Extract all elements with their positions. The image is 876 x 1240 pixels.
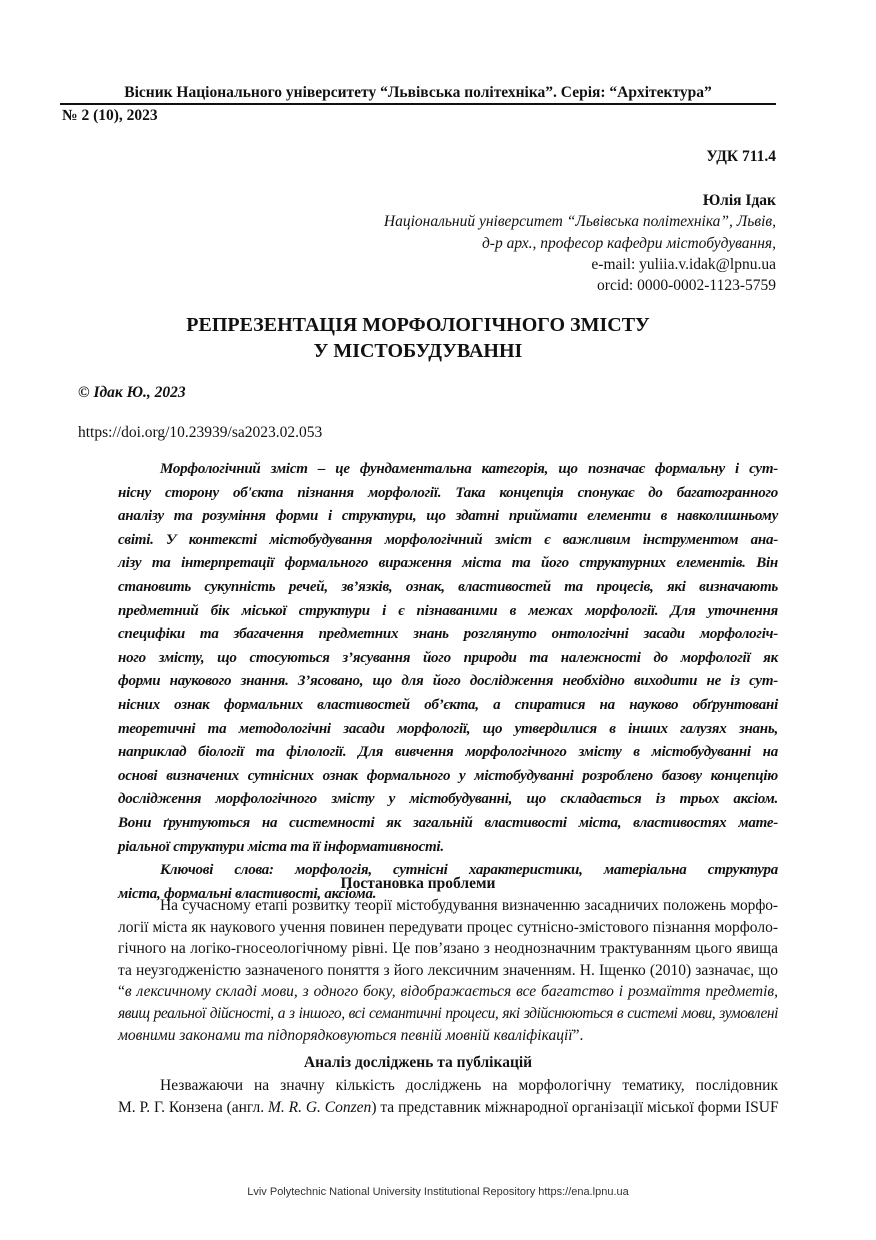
quote-line: [118, 1003, 778, 1025]
paragraph-line: наприклад біології та філології. Для вивчення морфологічного змісту в містобудуванні на: [118, 744, 778, 761]
keywords-line: Ключові слова: морфологія, сутнісні характеристики, матеріальна структура: [160, 862, 778, 879]
text-italic: M. R. G. Conzen: [267, 1098, 372, 1116]
text: ) та представник міжнародної організації міської форми ISUF: [371, 1098, 779, 1116]
paragraph-line: логії міста як наукового учення повинен передувати процес сутнісно-змістового пізнання морфоло-: [118, 918, 778, 936]
paragraph-line: [118, 1097, 778, 1119]
author-name: Юлія Ідак: [702, 192, 776, 209]
paragraph-line: гічного на логіко-гносеологічному рівні. Це пов’язано з неоднозначним трактуванням цього явища: [118, 940, 778, 958]
title-line: У МІСТОБУДУВАННІ: [313, 340, 523, 362]
quote-text: мовними законами та підпорядковуються певній мовній кваліфікації: [118, 1026, 573, 1044]
paragraph-line: Незважаючи на значну кількість досліджень на морфологічну тематику, послідовник: [160, 1077, 778, 1094]
author-affiliation: Національний університет “Львівська політехніка”, Львів,: [383, 213, 776, 231]
paragraph-line: На сучасному етапі розвитку теорії містобудування визначенню засадничих положень морфо-: [160, 897, 778, 914]
issue-number: № 2 (10), 2023: [62, 107, 158, 124]
section-heading-analysis: Аналіз досліджень та публікацій: [303, 1054, 533, 1071]
paragraph-line: лізу та інтерпретації формального вираження міста та його структурних елементів. Він: [118, 555, 778, 572]
author-block: [384, 190, 776, 296]
paragraph-line: теоретичні та методологічні засади морфології, що утвердилися в інших галузях знань,: [118, 720, 778, 737]
repository-footer: Lviv Polytechnic National University Institutional Repository https://ena.lpnu.ua: [247, 1186, 629, 1198]
section-problem-body: [118, 895, 778, 1046]
paragraph-line: Морфологічний зміст – це фундаментальна категорія, що позначає формальну і сут-: [160, 461, 778, 477]
paragraph-line: специфіки та збагачення предметних знань розглянуто онтологічні засади морфологіч-: [118, 626, 778, 643]
paragraph-line: форми наукового знання. З’ясовано, що для його дослідження необхідно виходити не із сут-: [118, 673, 778, 690]
paragraph-line: дослідження морфологічного змісту у містобудуванні, що складається із трьох аксіом.: [118, 791, 778, 808]
author-position: д-р арх., професор кафедри містобудування,: [481, 234, 776, 252]
section-heading-problem: Постановка проблеми: [340, 875, 496, 892]
quote-text: в лексичному складі мови, з одного боку, відображається все багатство і розмаїття предметів,: [124, 983, 778, 1001]
udk-code: УДК 711.4: [706, 148, 776, 165]
author-orcid: orcid: 0000-0002-1123-5759: [597, 277, 776, 295]
journal-header: Вісник Національного університету “Львівська політехніка”. Серія: “Архітектура”: [124, 84, 712, 101]
paragraph-line: основі визначених сутнісних ознак формального у містобудуванні розроблено базову концепцію: [118, 767, 778, 784]
article-title: [60, 312, 776, 364]
paragraph-line: становить сукупність речей, зв’язків, ознак, властивостей та процесів, які визначають: [118, 578, 778, 595]
quote-text: явищ реальної дійсності, а з іншого, всі семантичні процеси, які здійснюються в системі мови, зумовлені: [118, 1004, 778, 1022]
quote-mark: ”.: [572, 1026, 584, 1044]
section-analysis-body: [118, 1075, 778, 1118]
abstract: [118, 458, 778, 906]
author-email[interactable]: e-mail: yuliia.v.idak@lpnu.ua: [591, 255, 776, 273]
copyright: © Ідак Ю., 2023: [78, 384, 186, 401]
header-rule: [60, 103, 776, 105]
quote-line: [118, 981, 778, 1003]
paragraph-line: ного змісту, що стосуються з’ясування його природи та належності до морфології як: [118, 649, 778, 666]
paragraph-line: Вони ґрунтуються на системності як загальній властивості міста, властивостях мате-: [118, 814, 778, 831]
quote-mark: “: [118, 983, 125, 1001]
paragraph-line: ріальної структури міста та її інформативності.: [118, 838, 444, 855]
doi-link[interactable]: https://doi.org/10.23939/sa2023.02.053: [78, 424, 323, 441]
title-line: РЕПРЕЗЕНТАЦІЯ МОРФОЛОГІЧНОГО ЗМІСТУ: [186, 314, 650, 336]
paragraph-line: та неузгодженістю зазначеного поняття з його лексичним значенням. Н. Іщенко (2010) зазначає, що: [118, 961, 778, 979]
paragraph-line: світі. У контексті містобудування морфологічний зміст є важливим інструментом ана-: [118, 531, 778, 548]
keywords-line: міста, формальні властивості, аксіома.: [118, 885, 377, 902]
text: М. Р. Г. Конзена (англ.: [118, 1098, 268, 1116]
paragraph-line: нісних ознак формальних властивостей об’єкта, а спиратися на науково обґрунтовані: [118, 696, 778, 713]
paragraph-line: аналізу та розуміння форми і структури, що здатні приймати елементи в навколишньому: [118, 508, 778, 525]
paragraph-line: предметний бік міської структури і є пізнаваними в межах морфології. Для уточнення: [118, 602, 778, 619]
paragraph-line: нісну сторону об'єкта пізнання морфології. Така концепція спонукає до багатогранного: [118, 484, 778, 501]
quote-line: [118, 1025, 778, 1047]
